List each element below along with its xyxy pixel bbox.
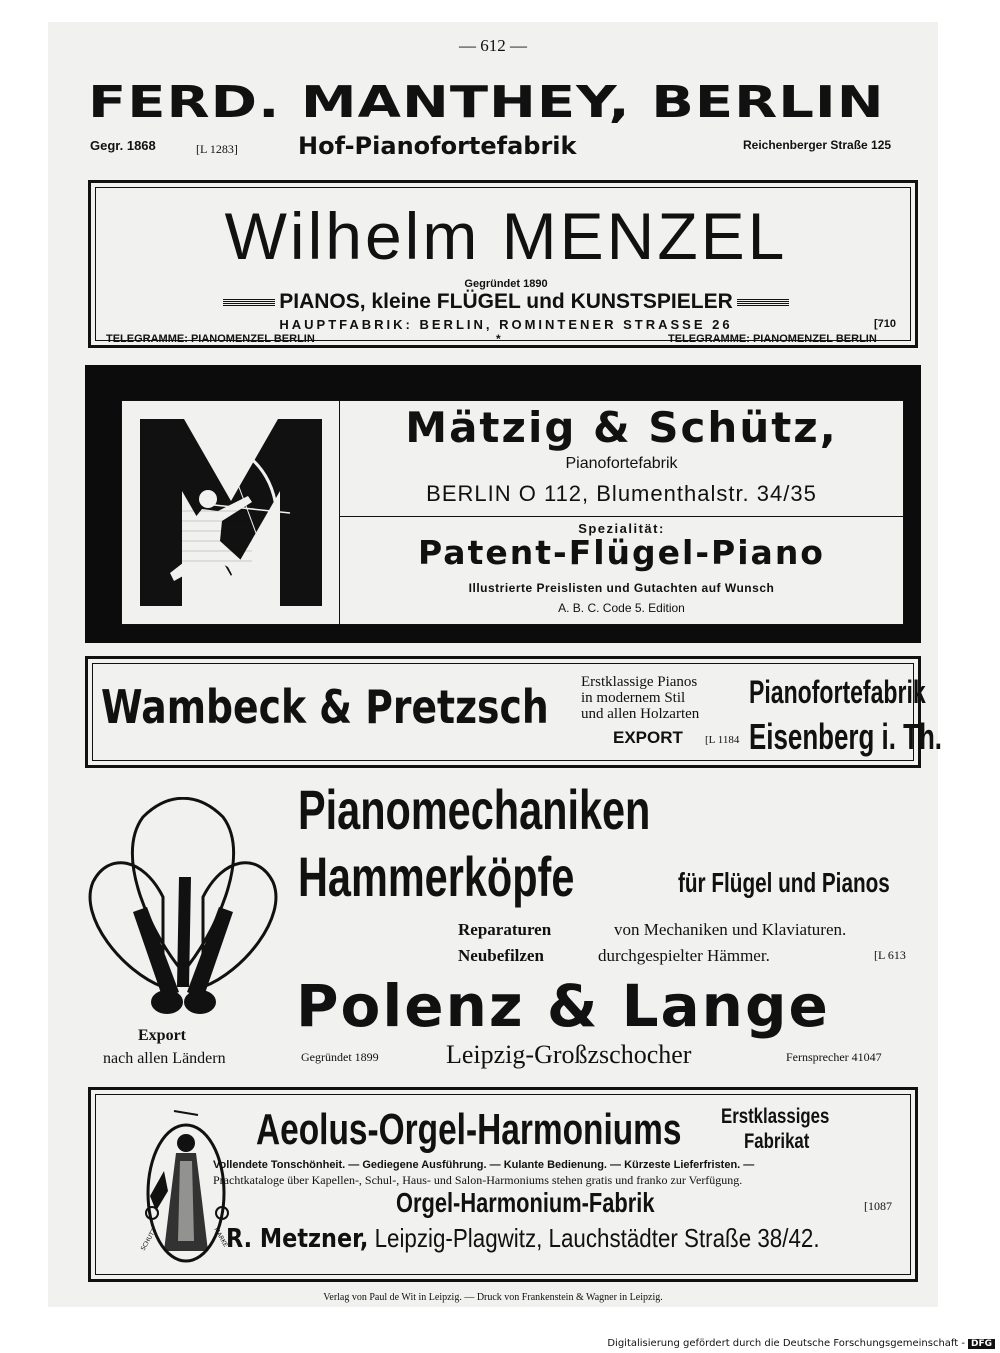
menzel-headquarters: HAUPTFABRIK: BERLIN, ROMINTENER STRASSE 26	[279, 317, 733, 332]
maetzig-text-panel	[339, 400, 904, 625]
maetzig-divider	[340, 516, 903, 517]
maetzig-price-lists: Illustrierte Preislisten und Gutachten auf Wunsch	[468, 581, 775, 595]
aeolus-address-line	[226, 1223, 820, 1254]
left-rule	[223, 299, 275, 306]
polenz-name: Polenz & Lange	[296, 972, 830, 1040]
wambeck-tagline-2: in modernem Stil	[581, 690, 686, 706]
maetzig-address: BERLIN O 112, Blumenthalstr. 34/35	[426, 481, 817, 506]
menzel-inner-frame	[95, 187, 911, 346]
wambeck-ref: [L 1184	[705, 734, 740, 746]
aeolus-company: R. Metzner,	[226, 1224, 369, 1254]
wambeck-export: EXPORT	[613, 728, 683, 747]
polenz-felt-bold: Neubefilzen	[458, 946, 544, 965]
digitization-note	[607, 1338, 995, 1349]
dfg-note-text: Digitalisierung gefördert durch die Deutsche Forschungsgemeinschaft -	[607, 1338, 965, 1349]
aeolus-catalog: Prachtkataloge über Kapellen-, Schul-, Haus- und Salon-Harmoniums stehen gratis und franko zur Verfügung.	[213, 1173, 743, 1187]
aeolus-badge-2: Fabrikat	[744, 1130, 810, 1153]
polenz-phone: Fernsprecher 41047	[786, 1050, 882, 1064]
manthey-subtitle: Hof-Pianofortefabrik	[298, 132, 577, 160]
dfg-logo: DFG	[968, 1339, 995, 1349]
polenz-repair-text: von Mechaniken und Klaviaturen.	[614, 920, 847, 939]
wambeck-tagline-1: Erstklassige Pianos	[581, 674, 698, 690]
menzel-products: PIANOS, kleine FLÜGEL und KUNSTSPIELER	[279, 290, 733, 313]
manthey-ref: [L 1283]	[196, 142, 238, 156]
menzel-star: *	[496, 332, 501, 346]
menzel-ad	[88, 180, 918, 348]
maetzig-ad	[85, 365, 921, 643]
menzel-telegram-right: TELEGRAMME: PIANOMENZEL BERLIN	[668, 333, 877, 345]
manthey-founded: Gegr. 1868	[90, 138, 156, 153]
aeolus-factory: Orgel-Harmonium-Fabrik	[396, 1187, 655, 1218]
maetzig-subtitle: Pianofortefabrik	[565, 455, 678, 472]
polenz-mechanics: Pianomechaniken	[298, 778, 651, 841]
maetzig-name: Mätzig & Schütz,	[405, 403, 838, 452]
archer-m-icon	[122, 401, 340, 624]
aeolus-address: Leipzig-Plagwitz, Lauchstädter Straße 38/42.	[368, 1223, 820, 1253]
archer-logo	[121, 400, 341, 625]
aeolus-features: Vollendete Tonschönheit. — Gediegene Ausführung. — Kulante Bedienung. — Kürzeste Lieferfristen. —	[213, 1159, 755, 1171]
polenz-city: Leipzig-Großzschocher	[446, 1040, 692, 1069]
manthey-address: Reichenberger Straße 125	[743, 138, 892, 152]
hammer-heads-icon	[83, 797, 283, 1027]
trademark-left: SCHUTZ	[139, 1227, 159, 1252]
aeolus-title: Aeolus-Orgel-Harmoniums	[256, 1105, 682, 1154]
polenz-hammer-heads: Hammerköpfe	[298, 845, 575, 908]
wambeck-factory: Pianofortefabrik	[749, 674, 926, 710]
imprint-footer: Verlag von Paul de Wit in Leipzig. — Druck von Frankenstein & Wagner in Leipzig.	[323, 1292, 663, 1303]
wambeck-ad	[85, 656, 943, 768]
page-number: — 612 —	[459, 36, 527, 55]
aeolus-ref: [1087	[864, 1199, 892, 1213]
polenz-founded: Gegründet 1899	[301, 1050, 379, 1064]
polenz-export: Export	[138, 1027, 186, 1044]
maetzig-product: Patent-Flügel-Piano	[418, 533, 825, 572]
maetzig-code: A. B. C. Code 5. Edition	[558, 601, 685, 615]
trademark-right: MARKE	[212, 1226, 229, 1249]
polenz-felt-text: durchgespielter Hämmer.	[598, 946, 770, 965]
wambeck-name: Wambeck & Pretzsch	[101, 680, 549, 734]
maetzig-specialty-label: Spezialität:	[578, 521, 665, 536]
menzel-ref: [710	[874, 318, 897, 330]
wambeck-location: Eisenberg i. Th.	[749, 716, 943, 757]
scanned-page	[48, 22, 943, 1307]
wambeck-inner-frame	[92, 663, 943, 761]
aeolus-badge-1: Erstklassiges	[721, 1105, 830, 1128]
wambeck-tagline-3: und allen Holzarten	[581, 706, 700, 722]
menzel-name: Wilhelm MENZEL	[224, 199, 788, 273]
polenz-ref: [L 613	[874, 948, 906, 962]
hammer-heads-illustration	[83, 797, 283, 1027]
aeolus-ad	[88, 1087, 918, 1282]
manthey-title: FERD. MANTHEY, BERLIN	[88, 77, 885, 128]
menzel-founded: Gegründet 1890	[464, 278, 548, 290]
polenz-countries: nach allen Ländern	[103, 1050, 226, 1067]
aeolus-inner-frame	[95, 1094, 911, 1275]
polenz-repair-bold: Reparaturen	[458, 920, 552, 939]
polenz-hammer-suffix: für Flügel und Pianos	[678, 867, 890, 898]
menzel-products-line	[106, 290, 906, 314]
right-rule	[737, 299, 789, 306]
menzel-telegram-left: TELEGRAMME: PIANOMENZEL BERLIN	[106, 333, 315, 345]
